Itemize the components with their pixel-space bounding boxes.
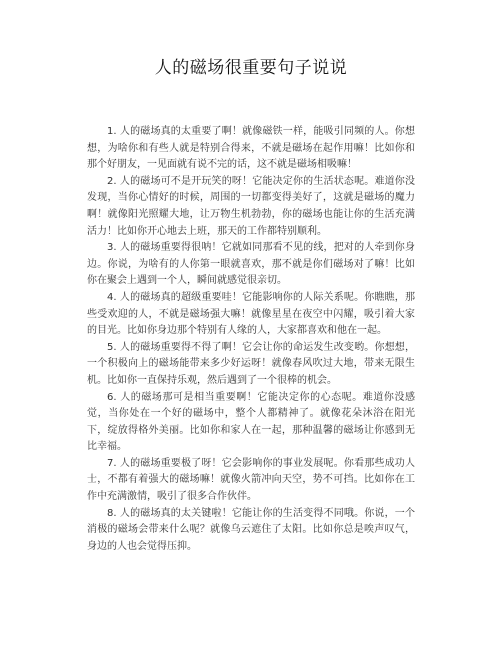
paragraph-3: 3. 人的磁场重要得很呐！它就如同那看不见的线，把对的人牵到你身边。你说，为啥有的人你第一眼就喜欢，那不就是你们磁场对了嘛！比如你在聚会上遇到一个人，瞬间就感觉很亲切。 bbox=[87, 242, 415, 287]
paragraph-8: 8. 人的磁场真的太关键啦！它能让你的生活变得不同哦。你说，一个消极的磁场会带来什么呢？就像乌云遮住了太阳。比如你总是唉声叹气，身边的人也会觉得压抑。 bbox=[87, 507, 415, 552]
paragraph-6: 6. 人的磁场那可是相当重要啊！它能决定你的心态呢。难道你没感觉，当你处在一个好的磁场中，整个人都精神了。就像花朵沐浴在阳光下，绽放得格外美丽。比如你和家人在一起，那种温馨的磁场让你感到无比幸福。 bbox=[87, 391, 415, 453]
document-title: 人的磁场很重要句子说说 bbox=[154, 58, 348, 78]
paragraph-5: 5. 人的磁场重要得不得了啊！它会让你的命运发生改变哟。你想想，一个积极向上的磁场能带来多少好运呀！就像春风吹过大地，带来无限生机。比如你一直保持乐观，然后遇到了一个很棒的机会。 bbox=[87, 341, 415, 386]
paragraph-1: 1. 人的磁场真的太重要了啊！就像磁铁一样，能吸引同频的人。你想想，为啥你和有些人就是特别合得来，不就是磁场在起作用嘛！比如你和那个好朋友，一见面就有说不完的话，这不就是磁场相吸嘛！ bbox=[87, 126, 415, 171]
paragraph-4: 4. 人的磁场真的超级重要哇！它能影响你的人际关系呢。你瞧瞧，那些受欢迎的人，不就是磁场强大嘛！就像星星在夜空中闪耀，吸引着大家的目光。比如你身边那个特别有人缘的人，大家都喜欢和他在一起。 bbox=[87, 291, 415, 337]
paragraph-2: 2. 人的磁场可不是开玩笑的呀！它能决定你的生活状态呢。难道你没发现，当你心情好的时候，周围的一切都变得美好了，这就是磁场的魔力啊！就像阳光照耀大地，让万物生机勃勃，你的磁场也能让你的生活充满活力！比如你开心地去上班，那天的工作都特别顺利。 bbox=[87, 175, 415, 237]
paragraph-7: 7. 人的磁场重要极了呀！它会影响你的事业发展呢。你看那些成功人士，不都有着强大的磁场嘛！就像火箭冲向天空，势不可挡。比如你在工作中充满激情，吸引了很多合作伙伴。 bbox=[87, 457, 415, 503]
paragraph-list bbox=[87, 124, 415, 555]
